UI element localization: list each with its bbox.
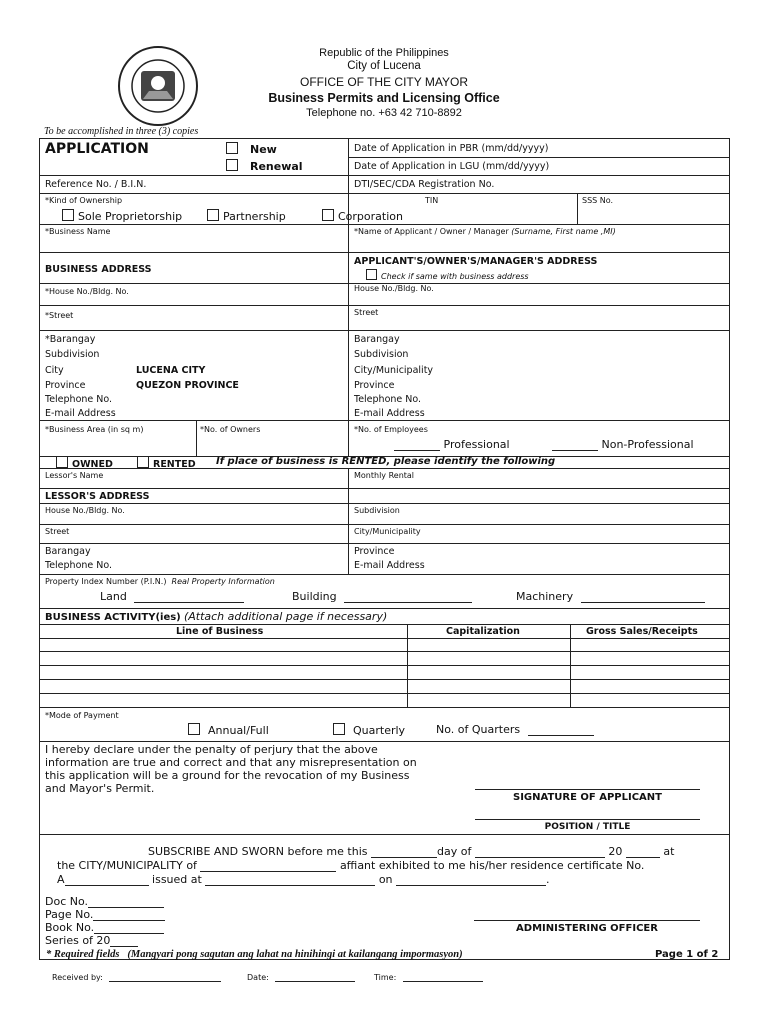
activity-row[interactable]: [40, 639, 729, 651]
page-number: Page 1 of 2: [655, 949, 719, 960]
monthly-rental-field[interactable]: Monthly Rental: [354, 471, 415, 480]
business-area-field[interactable]: *Business Area (in sq m): [45, 425, 144, 434]
activity-row[interactable]: [40, 694, 729, 707]
activity-row[interactable]: [40, 680, 729, 693]
renewal-checkbox[interactable]: [226, 159, 303, 173]
received-time-field[interactable]: Time:: [374, 972, 483, 982]
owners-field[interactable]: *No. of Owners: [200, 425, 261, 434]
reference-field[interactable]: Reference No. / B.I.N.: [45, 179, 147, 190]
lessor-subdivision-field[interactable]: Subdivision: [354, 506, 400, 515]
oath-line-3: A issued at on .: [57, 873, 550, 886]
mode-payment-label: *Mode of Payment: [45, 711, 119, 720]
date-pbr-field[interactable]: Date of Application in PBR (mm/dd/yyyy): [354, 143, 549, 154]
professional-field[interactable]: Professional: [394, 438, 510, 451]
lessor-barangay-field[interactable]: Barangay: [45, 546, 91, 557]
app-street-field[interactable]: Street: [354, 308, 379, 317]
bus-house-field[interactable]: *House No./Bldg. No.: [45, 287, 129, 296]
lessor-name-field[interactable]: Lessor's Name: [45, 471, 104, 480]
declaration-line-2: information are true and correct and that any misrepresentation on: [45, 756, 417, 769]
rented-note: If place of business is RENTED, please identify the following: [216, 456, 556, 467]
declaration-line-3: this application will be a ground for the revocation of my Business: [45, 769, 410, 782]
dti-field[interactable]: DTI/SEC/CDA Registration No.: [354, 179, 495, 190]
col-capitalization: Capitalization: [446, 626, 520, 637]
employees-label: *No. of Employees: [354, 425, 428, 434]
received-date-field[interactable]: Date:: [247, 972, 355, 982]
activity-row[interactable]: [40, 666, 729, 679]
oath-line-1: SUBSCRIBE AND SWORN before me this day of 20 at: [148, 845, 675, 858]
renewal-label: Renewal: [250, 160, 303, 173]
app-house-field[interactable]: House No./Bldg. No.: [354, 284, 434, 293]
header-telephone: Telephone no. +63 42 710-8892: [306, 107, 462, 119]
lessor-city-field[interactable]: City/Municipality: [354, 527, 421, 536]
quarters-field[interactable]: No. of Quarters: [436, 723, 594, 736]
annual-checkbox[interactable]: Annual/Full: [188, 723, 269, 737]
header-republic: Republic of the Philippines: [319, 47, 449, 59]
bus-province-label: Province: [45, 380, 86, 391]
position-title[interactable]: POSITION / TITLE: [544, 822, 631, 832]
app-city-field[interactable]: City/Municipality: [354, 365, 434, 376]
new-checkbox[interactable]: [226, 142, 277, 156]
land-field[interactable]: Land: [100, 590, 244, 603]
app-subdivision-field[interactable]: Subdivision: [354, 349, 409, 360]
bus-street-field[interactable]: *Street: [45, 311, 74, 320]
activity-row[interactable]: [40, 652, 729, 665]
bus-email-field[interactable]: E-mail Address: [45, 408, 116, 419]
lessor-address-heading: LESSOR'S ADDRESS: [45, 491, 150, 502]
lessor-street-field[interactable]: Street: [45, 527, 70, 536]
signature-applicant[interactable]: SIGNATURE OF APPLICANT: [513, 792, 662, 803]
sss-field[interactable]: SSS No.: [582, 196, 614, 205]
lessor-telephone-field[interactable]: Telephone No.: [45, 560, 113, 571]
app-email-field[interactable]: E-mail Address: [354, 408, 425, 419]
app-province-field[interactable]: Province: [354, 380, 395, 391]
book-no-field[interactable]: Book No.: [45, 921, 164, 934]
app-barangay-field[interactable]: Barangay: [354, 334, 400, 345]
lessor-email-field[interactable]: E-mail Address: [354, 560, 425, 571]
declaration-line-1: I hereby declare under the penalty of perjury that the above: [45, 743, 378, 756]
activity-heading: BUSINESS ACTIVITY(ies) (Attach additional page if necessary): [45, 610, 388, 623]
lessor-province-field[interactable]: Province: [354, 546, 395, 557]
oath-line-2: the CITY/MUNICIPALITY of affiant exhibited to me his/her residence certificate No.: [57, 859, 645, 872]
bus-city-value[interactable]: LUCENA CITY: [136, 365, 206, 376]
header-bplo: Business Permits and Licensing Office: [268, 91, 500, 105]
declaration-line-4: and Mayor's Permit.: [45, 782, 155, 795]
lessor-house-field[interactable]: House No./Bldg. No.: [45, 506, 125, 515]
owned-checkbox[interactable]: OWNED: [56, 456, 113, 470]
bus-subdivision-field[interactable]: Subdivision: [45, 349, 100, 360]
partnership-checkbox[interactable]: Partnership: [207, 209, 286, 223]
received-by-field[interactable]: Received by:: [52, 972, 221, 982]
header-city: City of Lucena: [347, 60, 421, 72]
date-lgu-field[interactable]: Date of Application in LGU (mm/dd/yyyy): [354, 161, 550, 172]
header-office: OFFICE OF THE CITY MAYOR: [299, 75, 468, 89]
page-no-field[interactable]: Page No.: [45, 908, 165, 921]
machinery-field[interactable]: Machinery: [516, 590, 705, 603]
bus-province-value[interactable]: QUEZON PROVINCE: [136, 380, 239, 391]
required-fields-note: * Required fields (Mangyari pong sagutan ang lahat na hinihingi at kailangang impormasyon): [46, 949, 463, 960]
tin-field[interactable]: TIN: [425, 196, 439, 205]
non-professional-field[interactable]: Non-Professional: [552, 438, 694, 451]
series-field[interactable]: Series of 20: [45, 934, 138, 947]
business-address-heading: BUSINESS ADDRESS: [45, 264, 152, 275]
col-line-of-business: Line of Business: [176, 626, 264, 637]
pin-label: Property Index Number (P.I.N.) Real Property Information: [45, 577, 275, 586]
sole-checkbox[interactable]: Sole Proprietorship: [62, 209, 182, 223]
bus-telephone-field[interactable]: Telephone No.: [45, 394, 113, 405]
corporation-checkbox[interactable]: Corporation: [322, 209, 403, 223]
bus-city-label: City: [45, 365, 64, 376]
kind-ownership-label: *Kind of Ownership: [45, 196, 123, 205]
doc-no-field[interactable]: Doc No.: [45, 895, 164, 908]
administering-officer[interactable]: ADMINISTERING OFFICER: [516, 923, 658, 934]
bus-barangay-field[interactable]: *Barangay: [45, 334, 96, 345]
applicant-name-field[interactable]: *Name of Applicant / Owner / Manager (Surname, First name ,MI): [354, 227, 616, 236]
col-gross-sales: Gross Sales/Receipts: [586, 626, 698, 637]
app-telephone-field[interactable]: Telephone No.: [354, 394, 422, 405]
application-title: APPLICATION: [45, 141, 149, 157]
applicant-address-heading: APPLICANT'S/OWNER'S/MANAGER'S ADDRESS: [354, 256, 598, 267]
new-label: New: [250, 143, 277, 156]
copies-note: To be accomplished in three (3) copies: [44, 126, 199, 137]
same-address-checkbox[interactable]: Check if same with business address: [366, 269, 529, 281]
building-field[interactable]: Building: [292, 590, 472, 603]
quarterly-checkbox[interactable]: Quarterly: [333, 723, 405, 737]
business-name-field[interactable]: *Business Name: [45, 227, 111, 236]
rented-checkbox[interactable]: RENTED: [137, 456, 196, 470]
